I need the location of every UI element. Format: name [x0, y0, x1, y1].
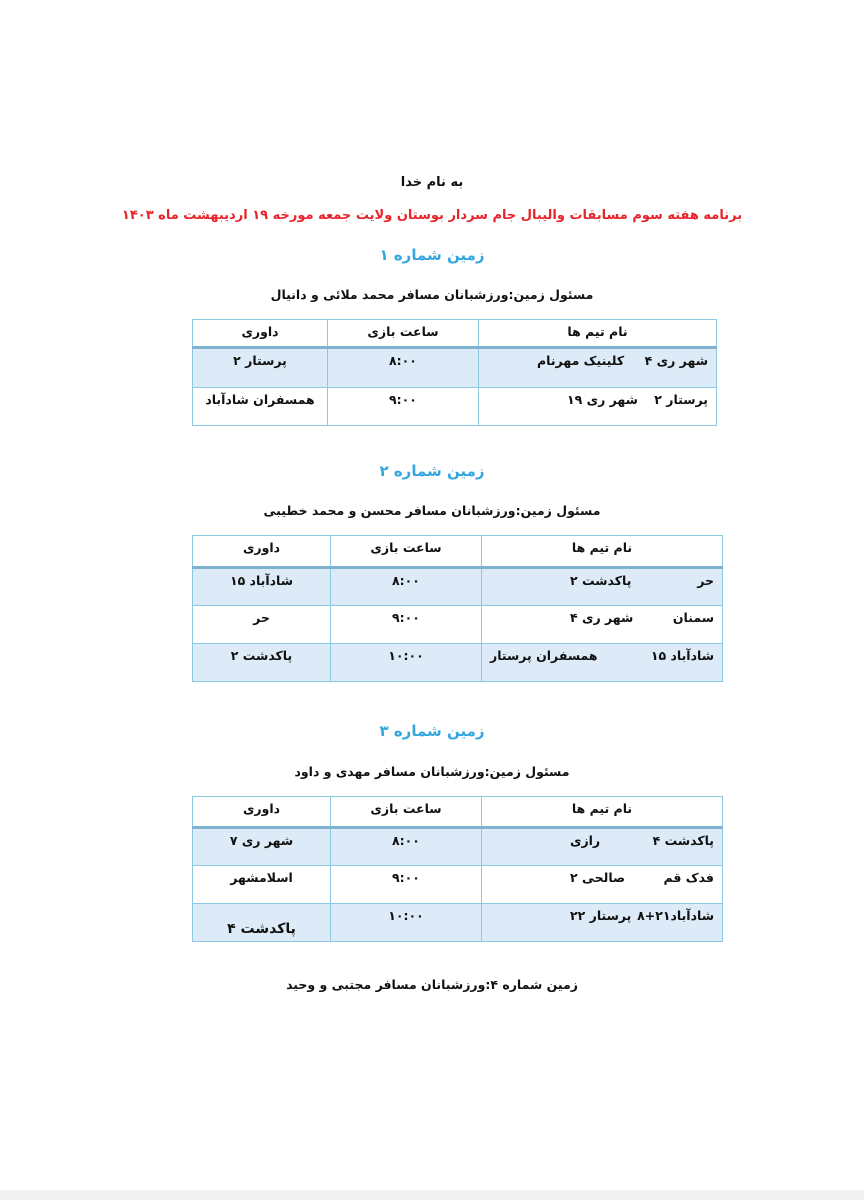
- table-row: [193, 388, 717, 426]
- field-2-title: زمین شماره ۲: [379, 462, 485, 480]
- team-a: شادآباد۲۱+۸: [637, 908, 714, 923]
- table-header-row: [193, 536, 723, 568]
- time-cell: ۸:۰۰: [331, 568, 482, 606]
- table-row: [193, 644, 723, 682]
- table-row: [193, 348, 717, 388]
- page-bottom-strip: [0, 1190, 864, 1200]
- table-header-row: [193, 320, 717, 348]
- field-2-table: [192, 535, 723, 682]
- referee-cell: شهر ری ۷: [193, 828, 331, 866]
- teams-cell: [479, 348, 717, 388]
- referee-cell: شادآباد ۱۵: [193, 568, 331, 606]
- team-a: سمنان: [672, 610, 714, 625]
- time-cell: ۹:۰۰: [328, 388, 479, 426]
- teams-header: نام تیم ها: [479, 320, 717, 348]
- table-row: [193, 866, 723, 904]
- teams-cell: [482, 568, 723, 606]
- team-b: پاکدشت ۲: [570, 573, 632, 588]
- referee-header: داوری: [193, 536, 331, 568]
- teams-header: نام تیم ها: [482, 797, 723, 828]
- team-a: حر: [697, 573, 714, 588]
- bismillah-heading: به نام خدا: [400, 175, 464, 190]
- field-1-title: زمین شماره ۱: [379, 246, 485, 264]
- time-cell: ۱۰:۰۰: [331, 904, 482, 942]
- time-cell: ۱۰:۰۰: [331, 644, 482, 682]
- team-b: پرستار ۲۲: [570, 908, 632, 923]
- team-a: شادآباد ۱۵: [650, 648, 714, 663]
- time-header: ساعت بازی: [331, 797, 482, 828]
- field-2-supervisor: مسئول زمین:ورزشبانان مسافر محسن و محمد خطیبی: [263, 503, 601, 518]
- time-header: ساعت بازی: [328, 320, 479, 348]
- field-1-table: [192, 319, 717, 426]
- team-a: شهر ری ۴: [644, 353, 708, 368]
- referee-cell: همسفران شادآباد: [193, 388, 328, 426]
- referee-cell: حر: [193, 606, 331, 644]
- table-header-row: [193, 797, 723, 828]
- referee-header: داوری: [193, 797, 331, 828]
- teams-cell: [482, 866, 723, 904]
- field-4-note: زمین شماره ۴:ورزشبانان مسافر مجتبی و وحید: [286, 977, 578, 992]
- teams-header: نام تیم ها: [482, 536, 723, 568]
- time-cell: ۹:۰۰: [331, 606, 482, 644]
- team-a: فدک قم: [663, 870, 714, 885]
- table-row: [193, 904, 723, 942]
- referee-cell: اسلامشهر: [193, 866, 331, 904]
- table-row: [193, 828, 723, 866]
- time-cell: ۹:۰۰: [331, 866, 482, 904]
- team-b: شهر ری ۴: [570, 610, 634, 625]
- teams-cell: [482, 828, 723, 866]
- table-row: [193, 568, 723, 606]
- referee-cell: پاکدشت ۲: [193, 644, 331, 682]
- referee-header: داوری: [193, 320, 328, 348]
- team-a: پرستار ۲: [654, 392, 708, 407]
- table-row: [193, 606, 723, 644]
- teams-cell: [479, 388, 717, 426]
- time-cell: ۸:۰۰: [328, 348, 479, 388]
- field-3-title: زمین شماره ۳: [379, 722, 485, 740]
- teams-cell: [482, 644, 723, 682]
- team-b: شهر ری ۱۹: [567, 392, 638, 407]
- time-header: ساعت بازی: [331, 536, 482, 568]
- schedule-headline: برنامه هفته سوم مسابقات والیبال جام سردار بوستان ولایت جمعه مورخه ۱۹ اردیبهشت ماه ۱۴۰۳: [121, 208, 743, 223]
- team-b: همسفران پرستار: [490, 648, 598, 663]
- team-a: پاکدشت ۴: [652, 833, 714, 848]
- team-b: کلینیک مهرنام: [537, 353, 625, 368]
- time-cell: ۸:۰۰: [331, 828, 482, 866]
- teams-cell: [482, 606, 723, 644]
- team-b: رازی: [570, 833, 601, 848]
- referee-cell: پاکدشت ۴: [193, 904, 331, 942]
- team-b: صالحی ۲: [570, 870, 626, 885]
- field-3-supervisor: مسئول زمین:ورزشبانان مسافر مهدی و داود: [294, 764, 570, 779]
- field-1-supervisor: مسئول زمین:ورزشبانان مسافر محمد ملائی و دانیال: [270, 287, 594, 302]
- teams-cell: [482, 904, 723, 942]
- referee-cell: پرستار ۲: [193, 348, 328, 388]
- field-3-table: [192, 796, 723, 942]
